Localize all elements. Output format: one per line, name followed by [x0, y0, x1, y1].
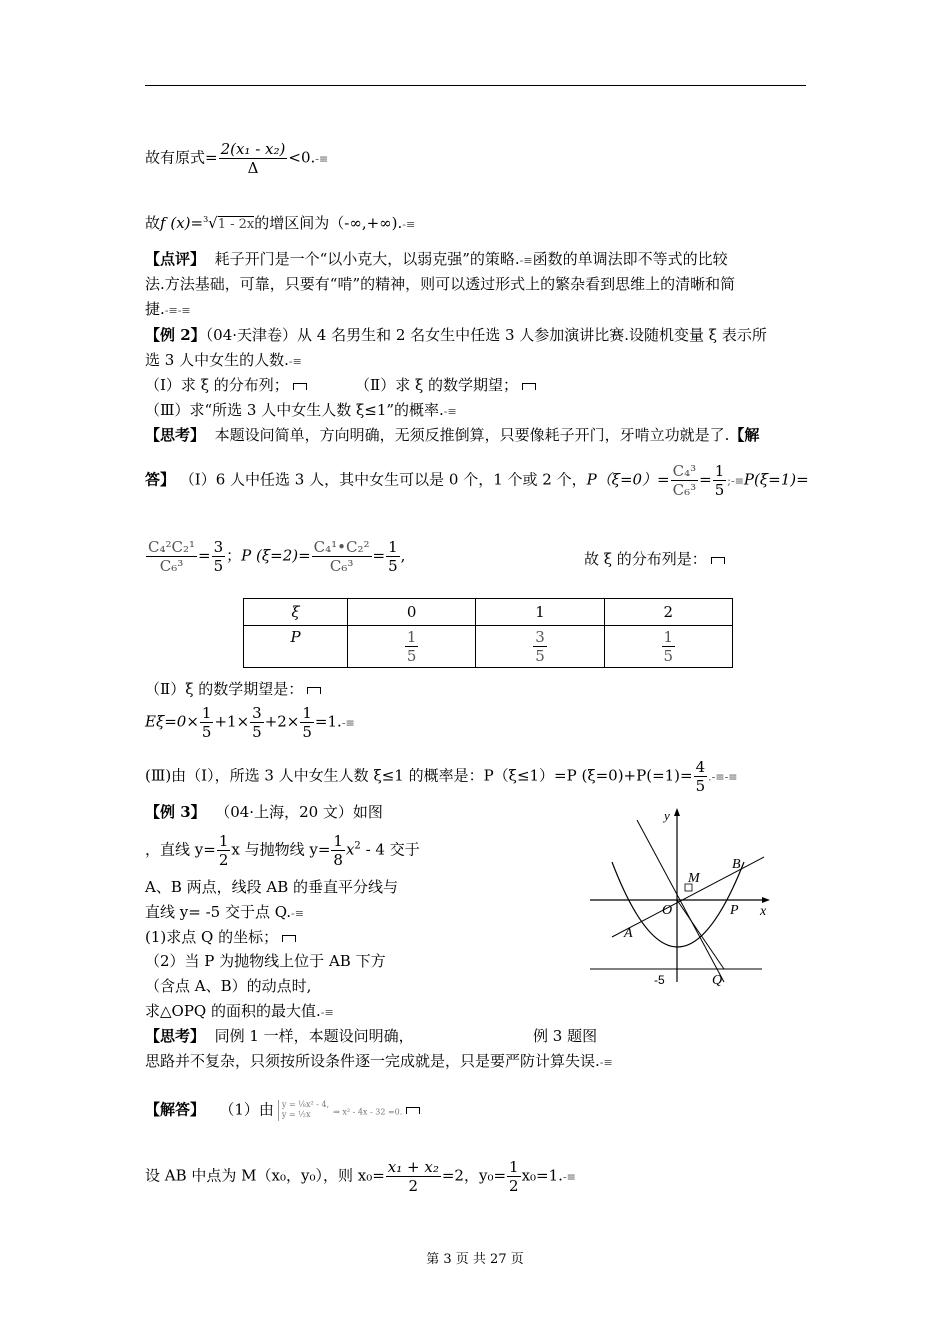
- denominator: 5: [201, 723, 212, 741]
- text: （Ⅰ）6 人中任选 3 人，其中女生可以是 0 个，1 个或 2 个，: [179, 470, 587, 489]
- example-label: 【例 2】: [145, 326, 206, 344]
- fraction: [662, 628, 676, 665]
- example-3-line-6: （2）当 P 为抛物线上位于 AB 下方: [145, 952, 386, 970]
- label-P: P: [730, 903, 739, 918]
- text: 同例 1 一样，本题设问明确，: [214, 1027, 414, 1045]
- question-3: [145, 401, 457, 420]
- denominator: 5: [213, 557, 224, 575]
- format-mark: -≡: [402, 218, 416, 231]
- text: Eξ=0×: [145, 712, 199, 731]
- anchor-mark: [711, 557, 725, 564]
- fraction: [250, 704, 264, 741]
- anchor-mark: [307, 687, 321, 694]
- question-1: [145, 376, 307, 395]
- fraction: [386, 1158, 441, 1195]
- example-3-line-8: [145, 1002, 334, 1021]
- think-3-line-2: [145, 1052, 613, 1071]
- example-3-figure: [582, 802, 782, 992]
- text: x 与抛物线 y=: [231, 840, 331, 859]
- denominator: 8: [333, 851, 343, 869]
- label-x: x: [760, 904, 767, 919]
- fraction: [533, 628, 547, 665]
- anchor-mark: [282, 935, 296, 942]
- text: 捷.: [145, 300, 165, 318]
- numerator: C₄¹•C₂²: [313, 538, 370, 556]
- think-2-line: [145, 426, 759, 445]
- denominator: 5: [388, 557, 398, 575]
- distribution-intro: [584, 550, 725, 569]
- format-mark: .-≡-≡: [708, 770, 738, 784]
- label-A: A: [624, 926, 633, 941]
- system-eq-1: y = ⅛x² - 4,: [281, 1100, 330, 1109]
- format-mark: -≡: [443, 405, 457, 418]
- numerator: 3: [252, 704, 262, 722]
- radicand: 1 - 2x: [217, 217, 255, 232]
- text: +2×: [264, 712, 300, 731]
- numerator: 1: [663, 628, 674, 646]
- text: 故: [145, 214, 161, 232]
- denominator: 5: [302, 723, 312, 741]
- text: （Ⅰ）求 ξ 的分布列；: [145, 376, 289, 394]
- perpendicular-bisector: [637, 820, 724, 982]
- text: 思路并不复杂，只须按所设条件逐一完成就是，只是要严防计算失误.: [145, 1052, 600, 1070]
- numerator: 1: [509, 1158, 519, 1176]
- text: （04·上海，20 文）如图: [215, 803, 383, 821]
- format-mark: -≡: [288, 355, 302, 368]
- text: （Ⅲ）求“所选 3 人中女生人数 ξ≤1”的概率.: [145, 401, 444, 419]
- numerator: 1: [406, 628, 417, 646]
- question-2: [355, 376, 536, 395]
- text: 故 ξ 的分布列是：: [584, 550, 707, 568]
- text: ，直线 y=: [145, 840, 216, 859]
- format-mark: -≡: [291, 907, 304, 920]
- text: x₀=1.: [521, 1166, 563, 1185]
- part-3-line: [145, 758, 738, 795]
- example-label: 【例 3】: [145, 803, 206, 821]
- text: 直线 y= -5 交于点 Q.: [145, 903, 292, 921]
- denominator: C₆³: [672, 481, 697, 499]
- text: （Ⅱ）ξ 的数学期望是：: [145, 680, 304, 698]
- denominator: 5: [695, 777, 706, 795]
- solution-2-line-2: $\frac{\text{C₄²C₂¹}}{\text{C₆³}}$ = $\frac{3}{5}$ ；P (ξ=2)= $\frac{\text{C₄¹•C₂²}}{\text{C₆³}}$ = $\frac{1}{5}$ ,: [148, 538, 406, 575]
- denominator: 2: [408, 1177, 419, 1195]
- solution-3-line-1: [145, 1100, 420, 1121]
- y-axis-arrow: [674, 808, 680, 816]
- text: 耗子开门是一个“以小克大，以弱克强”的策略.: [214, 250, 520, 268]
- label-Q: Q: [712, 973, 723, 988]
- line-y-half-x: [612, 857, 764, 937]
- text: 的增区间为（-∞,+∞).: [254, 214, 403, 232]
- comment-line-2: 法.方法基础，可靠，只要有“啃”的精神，则可以透过形式上的繁杂看到思维上的清晰和简: [145, 275, 736, 293]
- fraction: [146, 538, 197, 575]
- numerator: x₁ + x₂: [387, 1158, 439, 1176]
- think-3-line-1: [145, 1027, 414, 1046]
- fraction: [217, 832, 231, 869]
- numerator: 2(x₁ - x₂): [220, 140, 286, 158]
- example-3-line-3: A、B 两点，线段 AB 的垂直平分线与: [145, 878, 399, 896]
- table-row-label: P: [244, 626, 348, 668]
- solution-label: 【解答】: [145, 1100, 206, 1119]
- fraction: [331, 832, 345, 869]
- fraction: [507, 1158, 521, 1195]
- text: （04·天津卷）从 4 名男生和 2 名女生中任选 3 人参加演讲比赛.设随机变量 ξ 表示所: [205, 326, 767, 344]
- numerator: 1: [333, 832, 343, 850]
- cube-root: $^3$√1 - 2x: [203, 214, 255, 232]
- figure-caption: 例 3 题图: [533, 1027, 598, 1045]
- denominator: Δ: [247, 159, 259, 177]
- numerator: 3: [535, 628, 545, 646]
- think-label: 【思考】: [145, 426, 206, 444]
- comment-label: 【点评】: [145, 250, 206, 268]
- solution-3-line-2: [145, 1158, 576, 1195]
- numerator: 1: [218, 832, 229, 850]
- example-3-line-2: ，直线 y= $\frac{1}{2}$ x 与抛物线 y= $\frac{1}{8}$ $x^2 - 4$ 交于: [145, 832, 420, 869]
- label-O: O: [662, 903, 673, 918]
- fraction: [219, 140, 288, 177]
- fraction: [694, 758, 708, 795]
- increase-interval-line: [145, 214, 415, 233]
- format-mark: -≡: [320, 1006, 334, 1019]
- prob-label: P (ξ=2)=: [241, 546, 311, 565]
- denominator: 2: [218, 851, 229, 869]
- fraction: [405, 628, 419, 665]
- solution-label: 【解: [729, 426, 760, 444]
- table-row: [244, 626, 733, 668]
- table-cell: [348, 626, 476, 668]
- function-label: f (x)=: [160, 214, 204, 232]
- comment-line-3: [145, 300, 191, 319]
- label-M: M: [688, 871, 700, 886]
- numerator: 3: [213, 538, 224, 556]
- fraction: [200, 704, 214, 741]
- text: （Ⅱ）求 ξ 的数学期望；: [355, 376, 518, 394]
- anchor-mark: [406, 1107, 420, 1114]
- think-label: 【思考】: [145, 1027, 206, 1045]
- label-minus-5: -5: [654, 973, 665, 987]
- solution-label: 答】: [145, 470, 176, 489]
- text: 函数的单调法即不等式的比较: [532, 250, 728, 268]
- format-mark: ;-≡: [727, 474, 744, 488]
- table-header-cell: 0: [348, 599, 476, 626]
- fraction: [212, 538, 226, 575]
- denominator: 2: [509, 1177, 519, 1195]
- fraction: [312, 538, 372, 575]
- distribution-table: [243, 598, 733, 668]
- numerator: 1: [388, 538, 398, 556]
- example-3-line-4: [145, 903, 304, 922]
- text: (1)求点 Q 的坐标；: [145, 928, 279, 946]
- system-eq-2: y = ½x: [281, 1110, 311, 1120]
- text: 故有原式=: [145, 148, 218, 167]
- example-3-line-7: （含点 A、B）的动点时,: [145, 977, 312, 995]
- denominator: 5: [406, 647, 417, 665]
- denominator: C₆³: [329, 557, 354, 575]
- text: 设 AB 中点为 M（x₀，y₀），则 x₀=: [145, 1166, 385, 1185]
- table-header-cell: 2: [604, 599, 732, 626]
- format-mark: -≡: [315, 152, 329, 166]
- text: 求△OPQ 的面积的最大值.: [145, 1002, 321, 1020]
- root-index: 3: [203, 215, 209, 224]
- text: (Ⅲ)由（Ⅰ），所选 3 人中女生人数 ξ≤1 的概率是：P（ξ≤1）=P (ξ=0)+P(=1)=: [145, 766, 693, 785]
- expectation-intro: [145, 680, 321, 699]
- table-header-cell: 1: [476, 599, 604, 626]
- text: <0.: [288, 148, 316, 167]
- denominator: 5: [252, 723, 262, 741]
- expectation-equation: [145, 704, 355, 741]
- fraction: [713, 462, 727, 499]
- example-2-line-2: [145, 351, 302, 370]
- table-header-cell: ξ: [244, 599, 348, 626]
- original-expression-line: [145, 140, 328, 177]
- segment-OQ: [677, 900, 724, 969]
- text: - 4 交于: [360, 840, 420, 859]
- numerator: 4: [695, 758, 706, 776]
- table-header-row: [244, 599, 733, 626]
- fraction: [386, 538, 400, 575]
- anchor-mark: [293, 383, 307, 390]
- prob-label: P(ξ=1)=: [743, 470, 809, 489]
- numerator: 1: [714, 462, 725, 480]
- x-axis-arrow: [762, 897, 770, 903]
- text: （1）由: [219, 1100, 274, 1119]
- fraction: [671, 462, 699, 499]
- page-footer: 第 3 页 共 27 页: [426, 1252, 524, 1267]
- label-B: B: [732, 857, 741, 872]
- system-result: ⇒ x² - 4x - 32 =0.: [333, 1107, 403, 1117]
- format-mark: -≡: [519, 254, 533, 267]
- fraction: [300, 704, 314, 741]
- comment-line-1: [145, 250, 728, 269]
- solution-2-line-1: 答】 （Ⅰ）6 人中任选 3 人，其中女生可以是 0 个，1 个或 2 个，P（ξ=0）= $\frac{\text{C₄³}}{\text{C₆³}}$ = $\frac{1}{5}$ ;-≡P(ξ=1)=: [145, 462, 809, 499]
- text: 选 3 人中女生的人数.: [145, 351, 289, 369]
- numerator: 1: [201, 704, 212, 722]
- text: =2，y₀=: [441, 1166, 507, 1185]
- denominator: 5: [663, 647, 674, 665]
- numerator: C₄²C₂¹: [148, 538, 196, 556]
- header-rule: [145, 85, 806, 86]
- example-3-line-1: [145, 803, 383, 822]
- example-2-line-1: [145, 326, 767, 345]
- numerator: 1: [302, 704, 312, 722]
- table-cell: [476, 626, 604, 668]
- denominator: 5: [714, 481, 725, 499]
- prob-label: P（ξ=0）=: [586, 470, 670, 489]
- denominator: 5: [535, 647, 545, 665]
- text: =1.: [314, 712, 342, 731]
- text: +1×: [214, 712, 250, 731]
- equation-system: [278, 1100, 329, 1121]
- label-y: y: [664, 808, 670, 823]
- numerator: C₄³: [672, 462, 697, 480]
- format-mark: -≡: [341, 716, 355, 730]
- text: 本题设问简单，方向明确，无须反推倒算，只要像耗子开门，牙啃立功就是了.: [214, 426, 730, 444]
- format-mark: -≡-≡: [164, 304, 191, 317]
- format-mark: -≡: [562, 1170, 576, 1184]
- example-3-line-5: [145, 928, 296, 947]
- anchor-mark: [522, 383, 536, 390]
- table-cell: [604, 626, 732, 668]
- text: x: [345, 840, 355, 859]
- denominator: C₆³: [159, 557, 184, 575]
- format-mark: -≡: [599, 1056, 613, 1069]
